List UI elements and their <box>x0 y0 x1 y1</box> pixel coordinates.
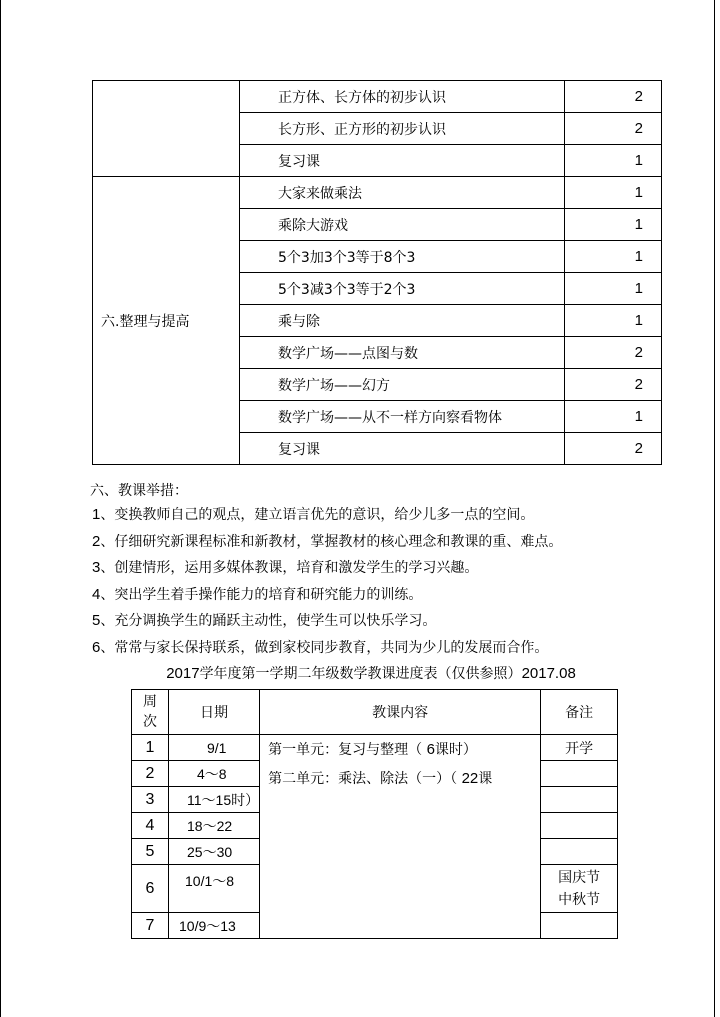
week-cell: 6 <box>132 865 169 913</box>
week-cell: 5 <box>132 839 169 865</box>
date-cell <box>169 735 260 761</box>
header-note: 备注 <box>541 690 618 735</box>
date-value: 18～22 <box>187 817 233 834</box>
note-cell <box>541 865 618 913</box>
lesson-hours: 1 <box>565 401 662 433</box>
lesson-title: 数学广场——幻方 <box>240 369 565 401</box>
item-number: 2 <box>92 532 101 550</box>
table-row <box>93 177 662 209</box>
lesson-hours: 2 <box>565 369 662 401</box>
unit-1-prefix: 第一单元：复习与整理（ <box>268 742 427 758</box>
note-line: 国庆节 <box>558 869 601 886</box>
lesson-hours: 1 <box>565 305 662 337</box>
date-value: 4～8 <box>197 765 227 782</box>
teaching-measures <box>92 480 692 661</box>
unit-2-overflow: 时） <box>231 791 260 808</box>
page-border-left <box>0 0 1 1017</box>
section-cell: 六.整理与提高 <box>93 177 240 465</box>
header-week-line1: 周 <box>143 694 157 710</box>
date-cell <box>169 839 260 865</box>
section-cell <box>93 81 240 177</box>
item-text: 、突出学生着手操作能力的培育和研究能力的训练。 <box>100 586 423 603</box>
lesson-title: 乘除大游戏 <box>240 209 565 241</box>
week-cell: 4 <box>132 813 169 839</box>
header-week-line2: 次 <box>143 714 157 730</box>
list-item <box>92 635 692 662</box>
lesson-title: 乘与除 <box>240 305 565 337</box>
lesson-hours: 2 <box>565 113 662 145</box>
item-text: 、常常与家长保持联系，做到家校同步教育，共同为少儿的发展而合作。 <box>100 639 549 656</box>
lesson-hours: 1 <box>565 177 662 209</box>
lesson-hours: 1 <box>565 145 662 177</box>
item-text: 、创建情形，运用多媒体教课，培育和激发学生的学习兴趣。 <box>100 560 479 576</box>
lesson-table <box>92 80 662 465</box>
date-cell <box>169 913 260 939</box>
measures-heading: 六、教课举措： <box>90 483 188 499</box>
lesson-title: 长方形、正方形的初步认识 <box>240 113 565 145</box>
lesson-hours: 2 <box>565 337 662 369</box>
date-cell <box>169 761 260 787</box>
date-value: 9/1 <box>207 739 227 756</box>
note-cell <box>541 787 618 813</box>
date-value: 10/9～13 <box>179 917 236 934</box>
item-number: 4 <box>92 585 101 603</box>
note-cell <box>541 913 618 939</box>
week-cell: 7 <box>132 913 169 939</box>
lesson-title: 数学广场——从不一样方向察看物体 <box>240 401 565 433</box>
date-value: 25～30 <box>187 843 233 860</box>
table-row <box>93 81 662 113</box>
note-line: 中秋节 <box>558 891 601 908</box>
note-cell: 开学 <box>541 735 618 761</box>
lesson-hours: 2 <box>565 81 662 113</box>
lesson-title: 复习课 <box>240 145 565 177</box>
date-cell <box>169 787 260 813</box>
schedule-title <box>131 663 611 683</box>
list-item <box>92 502 692 529</box>
lesson-hours: 1 <box>565 273 662 305</box>
list-item <box>92 608 692 635</box>
unit-1-line <box>260 735 540 764</box>
lesson-title: 正方体、长方体的初步认识 <box>240 81 565 113</box>
lesson-title: 5个3加3个3等于8个3 <box>240 241 565 273</box>
lesson-hours: 2 <box>565 433 662 465</box>
header-date: 日期 <box>169 690 260 735</box>
header-row <box>132 690 618 735</box>
item-number: 6 <box>92 638 101 656</box>
unit-2-hours: 22 <box>461 770 479 787</box>
item-text: 、充分调换学生的踊跃主动性，使学生可以快乐学习。 <box>100 613 437 629</box>
lesson-hours: 1 <box>565 209 662 241</box>
date-value: 10/1～8 <box>185 873 235 889</box>
item-number: 5 <box>92 612 101 629</box>
title-text: 学年度第一学期二年级数学教课进度表（仅供参照） <box>199 666 522 682</box>
note-cell <box>541 839 618 865</box>
unit-2-suffix: 课 <box>478 771 493 787</box>
note-cell <box>541 813 618 839</box>
item-number: 3 <box>92 559 101 576</box>
unit-1-hours: 6 <box>426 741 435 758</box>
list-item <box>92 582 692 609</box>
lesson-hours: 1 <box>565 241 662 273</box>
list-item <box>92 555 692 582</box>
date-cell <box>169 813 260 839</box>
week-cell: 3 <box>132 787 169 813</box>
list-item <box>92 529 692 556</box>
lesson-title: 数学广场——点图与数 <box>240 337 565 369</box>
content-cell <box>260 735 541 939</box>
lesson-title: 复习课 <box>240 433 565 465</box>
week-cell: 1 <box>132 735 169 761</box>
header-content: 教课内容 <box>260 690 541 735</box>
date-value: 11～15 <box>187 791 232 808</box>
unit-1-suffix: 课时） <box>434 742 477 758</box>
page-border-right <box>714 0 715 1017</box>
item-text: 、变换教师自己的观点，建立语言优先的意识，给少儿多一点的空间。 <box>100 507 535 523</box>
lesson-title: 大家来做乘法 <box>240 177 565 209</box>
lesson-title: 5个3减3个3等于2个3 <box>240 273 565 305</box>
schedule-table <box>131 689 618 939</box>
title-year: 2017 <box>166 665 200 682</box>
item-number: 1 <box>92 506 101 523</box>
item-text: 、仔细研究新课程标准和新教材，掌握教材的核心理念和教课的重、难点。 <box>100 533 563 550</box>
week-cell: 2 <box>132 761 169 787</box>
table-row <box>132 735 618 761</box>
title-date: 2017.08 <box>521 665 576 682</box>
unit-2-line <box>260 764 540 793</box>
header-week <box>132 690 169 735</box>
note-cell <box>541 761 618 787</box>
unit-2-prefix: 第二单元：乘法、除法（一）（ <box>268 771 462 787</box>
date-cell <box>169 865 260 913</box>
